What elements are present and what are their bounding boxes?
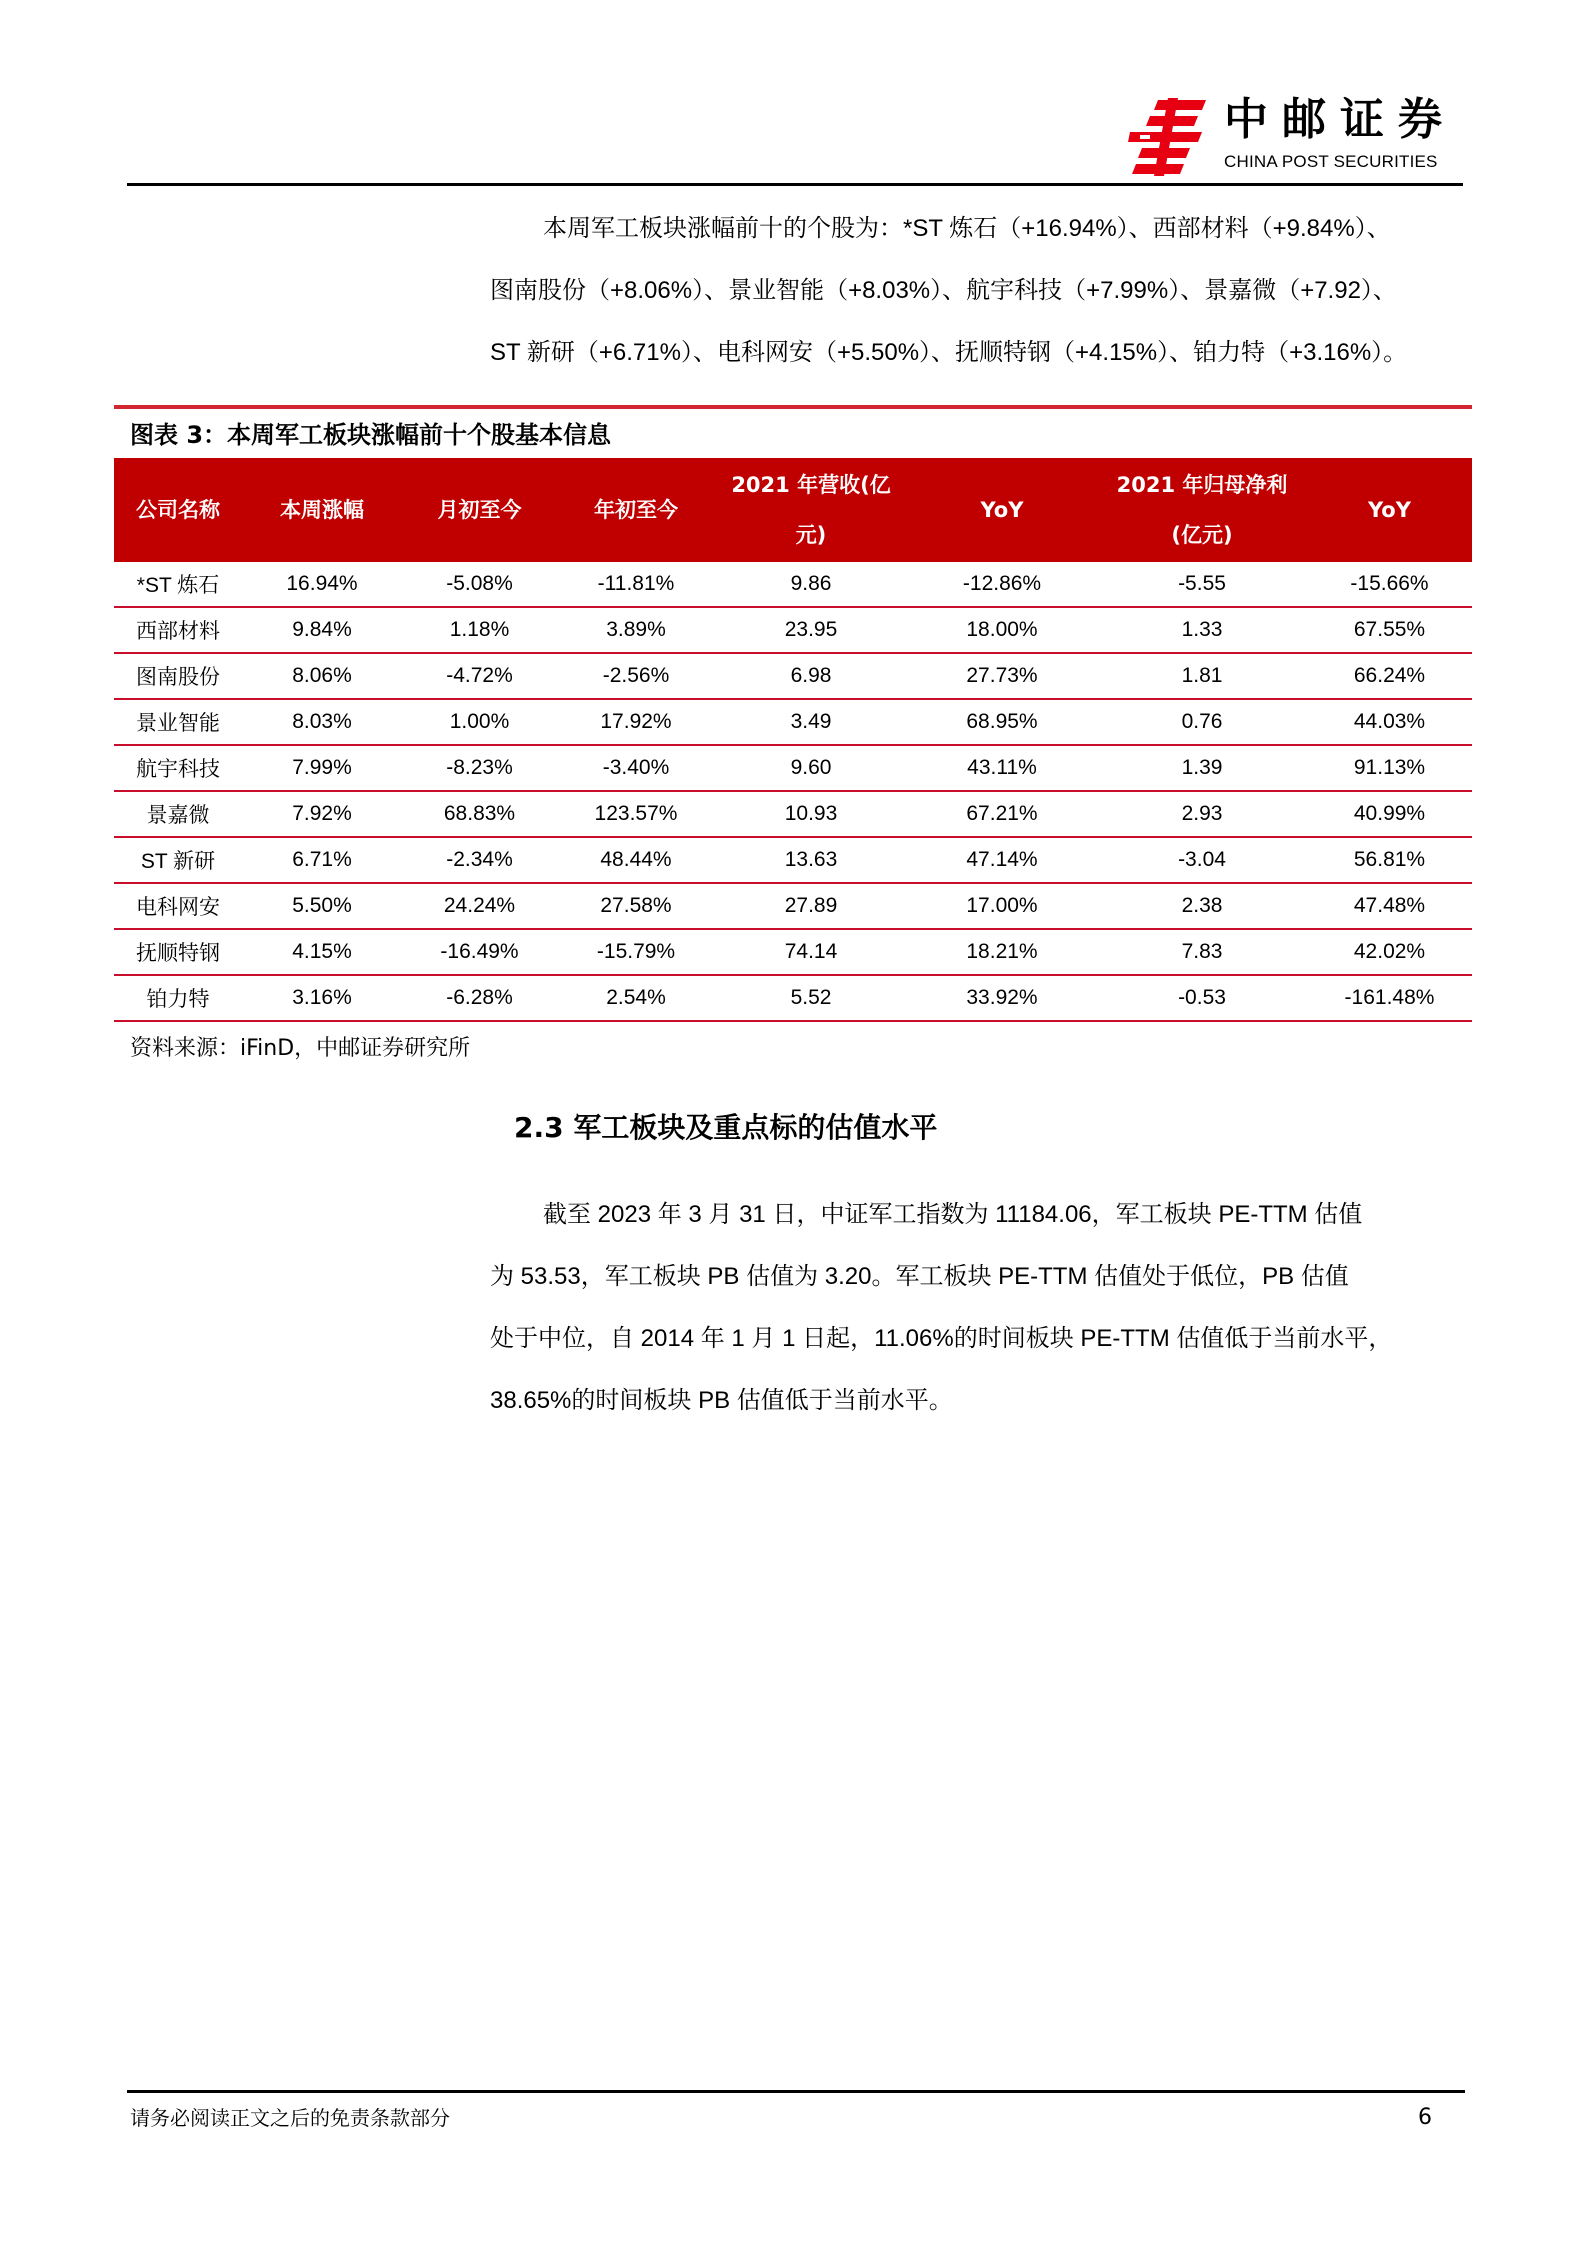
table-header-row (114, 458, 1472, 562)
table-cell: 7.83 (1097, 929, 1307, 975)
page-number: 6 (1418, 2105, 1432, 2130)
table-cell: 24.24% (402, 883, 557, 929)
table-cell: 27.89 (715, 883, 907, 929)
table-cell: 8.06% (242, 653, 402, 699)
figure-title: 图表 3：本周军工板块涨幅前十个股基本信息 (130, 421, 612, 449)
table-cell: 67.55% (1307, 607, 1472, 653)
column-header-line: 2021 年归母净利 (1116, 473, 1288, 497)
company-name-cell: 景业智能 (114, 699, 242, 745)
table-cell: 6.98 (715, 653, 907, 699)
company-name-cell: *ST 炼石 (114, 562, 242, 607)
table-cell: 66.24% (1307, 653, 1472, 699)
header-divider (127, 183, 1463, 186)
figure-source: 资料来源：iFinD，中邮证券研究所 (130, 1036, 471, 1061)
paragraph-line: 处于中位，自 2014 年 1 月 1 日起，11.06%的时间板块 PE-TTM 估值低于当前水平， (490, 1325, 1393, 1352)
table-cell: 7.92% (242, 791, 402, 837)
table-cell: 44.03% (1307, 699, 1472, 745)
table-cell: 27.58% (557, 883, 715, 929)
paragraph-line: 截至 2023 年 3 月 31 日，中证军工指数为 11184.06，军工板块 PE-TTM 估值 (543, 1201, 1363, 1228)
table-cell: 1.00% (402, 699, 557, 745)
table-cell: -15.79% (557, 929, 715, 975)
paragraph-line: ST 新研（+6.71%）、电科网安（+5.50%）、抚顺特钢（+4.15%）、铂力特（+3.16%）。 (490, 339, 1408, 366)
table-cell: 56.81% (1307, 837, 1472, 883)
table-cell: 9.84% (242, 607, 402, 653)
table-cell: 9.60 (715, 745, 907, 791)
table-cell: 18.00% (907, 607, 1097, 653)
table-cell: -0.53 (1097, 975, 1307, 1021)
table-row (114, 562, 1472, 607)
table-cell: -5.08% (402, 562, 557, 607)
table-row (114, 929, 1472, 975)
table-cell: 1.81 (1097, 653, 1307, 699)
paragraph-line: 图南股份（+8.06%）、景业智能（+8.03%）、航宇科技（+7.99%）、景嘉微（+7.92）、 (490, 277, 1397, 304)
table-cell: -16.49% (402, 929, 557, 975)
table-cell: 48.44% (557, 837, 715, 883)
table-cell: 2.93 (1097, 791, 1307, 837)
table-cell: 3.89% (557, 607, 715, 653)
company-logo (1128, 92, 1468, 178)
table-cell: 68.83% (402, 791, 557, 837)
table-cell: 3.16% (242, 975, 402, 1021)
table-cell: 91.13% (1307, 745, 1472, 791)
footer-disclaimer: 请务必阅读正文之后的免责条款部分 (130, 2106, 450, 2130)
table-row (114, 975, 1472, 1021)
paragraph-line: 38.65%的时间板块 PB 估值低于当前水平。 (490, 1387, 953, 1414)
table-row (114, 791, 1472, 837)
company-name-cell: 航宇科技 (114, 745, 242, 791)
table-cell: 68.95% (907, 699, 1097, 745)
table-cell: 40.99% (1307, 791, 1472, 837)
table-cell: 33.92% (907, 975, 1097, 1021)
table-row (114, 699, 1472, 745)
column-header-line: 元) (795, 523, 827, 547)
table-cell: 67.21% (907, 791, 1097, 837)
table-cell: 13.63 (715, 837, 907, 883)
table-cell: 5.50% (242, 883, 402, 929)
table-cell: -6.28% (402, 975, 557, 1021)
column-header: 本周涨幅 (242, 458, 402, 562)
column-header: 年初至今 (557, 458, 715, 562)
table-cell: 4.15% (242, 929, 402, 975)
logo-english-name: CHINA POST SECURITIES (1224, 152, 1438, 171)
table-cell: 0.76 (1097, 699, 1307, 745)
top-gainers-table (114, 458, 1472, 1022)
table-cell: -11.81% (557, 562, 715, 607)
table-cell: 6.71% (242, 837, 402, 883)
table-cell: 5.52 (715, 975, 907, 1021)
table-cell: 7.99% (242, 745, 402, 791)
table-cell: -8.23% (402, 745, 557, 791)
table-cell: 3.49 (715, 699, 907, 745)
table-cell: 1.39 (1097, 745, 1307, 791)
table-cell: 23.95 (715, 607, 907, 653)
table-cell: 27.73% (907, 653, 1097, 699)
table-cell: 8.03% (242, 699, 402, 745)
table-cell: 2.38 (1097, 883, 1307, 929)
table-cell: 123.57% (557, 791, 715, 837)
footer-divider (127, 2090, 1465, 2093)
logo-chinese-name: 中邮证券 (1224, 94, 1456, 145)
section-paragraph (490, 1184, 1470, 1432)
section-heading: 2.3 军工板块及重点标的估值水平 (514, 1111, 938, 1144)
table-cell: 18.21% (907, 929, 1097, 975)
table-cell: 2.54% (557, 975, 715, 1021)
table-row (114, 607, 1472, 653)
table-cell: -2.56% (557, 653, 715, 699)
table-cell: 47.14% (907, 837, 1097, 883)
table-cell: -2.34% (402, 837, 557, 883)
column-header-line: 2021 年营收(亿 (731, 473, 891, 497)
column-header: 公司名称 (114, 458, 242, 562)
paragraph-line: 为 53.53，军工板块 PB 估值为 3.20。军工板块 PE-TTM 估值处于低位，PB 估值 (490, 1263, 1349, 1290)
table-cell: 1.33 (1097, 607, 1307, 653)
table-cell: 17.00% (907, 883, 1097, 929)
column-header: YoY (907, 458, 1097, 562)
table-cell: -12.86% (907, 562, 1097, 607)
paragraph-line: 本周军工板块涨幅前十的个股为：*ST 炼石（+16.94%）、西部材料（+9.84%）、 (543, 215, 1391, 242)
table-row (114, 745, 1472, 791)
table-cell: 43.11% (907, 745, 1097, 791)
table-cell: 10.93 (715, 791, 907, 837)
column-header (1097, 458, 1307, 562)
table-row (114, 653, 1472, 699)
table-cell: 1.18% (402, 607, 557, 653)
column-header-line: (亿元) (1171, 523, 1233, 547)
company-name-cell: 铂力特 (114, 975, 242, 1021)
table-cell: -4.72% (402, 653, 557, 699)
column-header: 月初至今 (402, 458, 557, 562)
table-cell: -3.40% (557, 745, 715, 791)
table-cell: 16.94% (242, 562, 402, 607)
company-name-cell: 西部材料 (114, 607, 242, 653)
figure-top-rule (114, 405, 1472, 409)
table-row (114, 883, 1472, 929)
table-cell: 42.02% (1307, 929, 1472, 975)
company-name-cell: 景嘉微 (114, 791, 242, 837)
table-cell: 47.48% (1307, 883, 1472, 929)
company-name-cell: 电科网安 (114, 883, 242, 929)
table-cell: -15.66% (1307, 562, 1472, 607)
table-cell: -5.55 (1097, 562, 1307, 607)
company-name-cell: 抚顺特钢 (114, 929, 242, 975)
column-header: YoY (1307, 458, 1472, 562)
table-cell: -3.04 (1097, 837, 1307, 883)
china-post-logo-icon (1128, 98, 1208, 176)
intro-paragraph (490, 198, 1470, 384)
table-cell: 17.92% (557, 699, 715, 745)
company-name-cell: 图南股份 (114, 653, 242, 699)
table-cell: -161.48% (1307, 975, 1472, 1021)
table-cell: 74.14 (715, 929, 907, 975)
column-header (715, 458, 907, 562)
company-name-cell: ST 新研 (114, 837, 242, 883)
table-cell: 9.86 (715, 562, 907, 607)
table-row (114, 837, 1472, 883)
